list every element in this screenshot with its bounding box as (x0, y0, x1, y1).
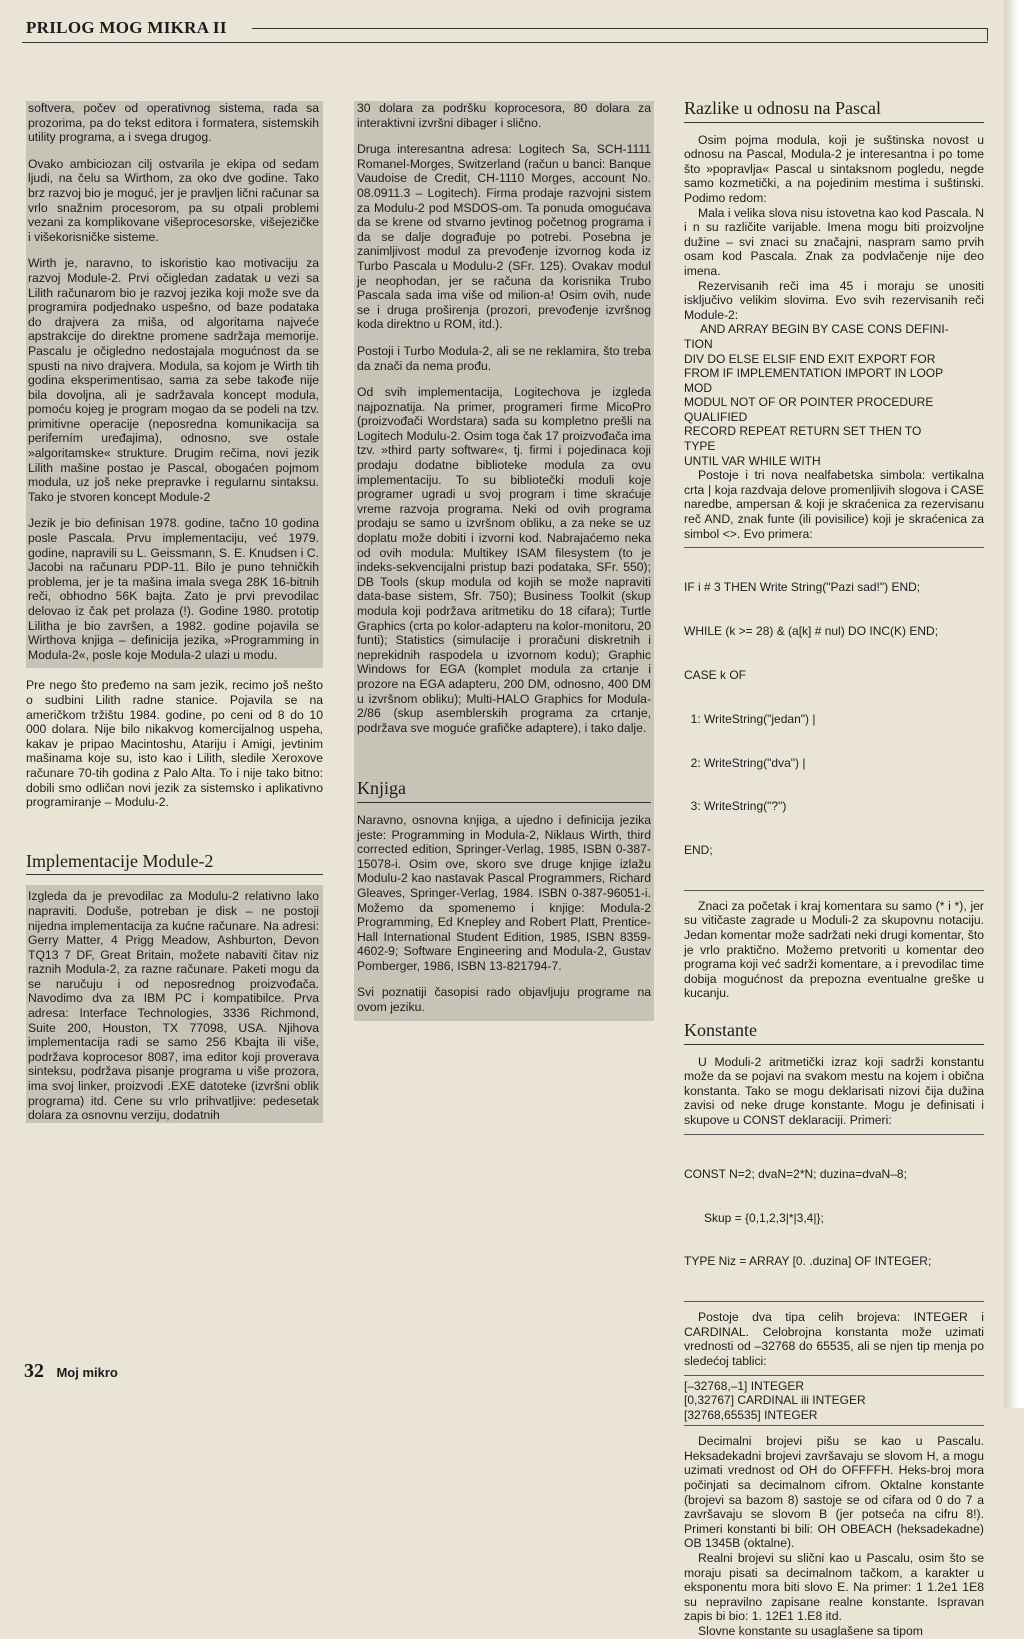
code-line: 2: WriteString("dva") | (684, 755, 806, 770)
column-1 (26, 101, 323, 1123)
paragraph: Naravno, osnovna knjiga, a ujedno i definicija jezika jeste: Programming in Modula-2, Niklaus Wirth, third corrected edition, Springer-Verlag, 1985, ISBN 0-387-15078-i. Osim ove, skoro sve druge knjige izlažu Modulu-2 kao nastavak Pascal Programmers, Richard Gleaves, Springer-Verlag, 1984. ISBN 0-387-96051-i. Možemo da spomenemo i knjige: Modula-2 Programming, Ed Knepley and Robert Platt, Prentice-Hall International Student Edition, 1985, ISBN 8359-4602-9; Software Engineering and Modula-2, Gustav Pomberger, 1986, ISBN 13-821794-7. (357, 812, 651, 973)
code-line: TION (684, 336, 713, 351)
code-line: TYPE Niz = ARRAY [0. .duzina] OF INTEGER; (684, 1254, 932, 1269)
code-line: CONST N=2; dvaN=2*N; duzina=dvaN–8; (684, 1166, 907, 1181)
paragraph: Postoji i Turbo Modula-2, ali se ne reklamira, što treba da znači da nema prođu. (357, 343, 651, 373)
code-line: 1: WriteString("jedan") | (684, 711, 816, 726)
paragraph: Izgleda da je prevodilac za Modulu-2 relativno lako napraviti. Doduše, potreban je disk – ne postoji nijedna implementacija za kućne računare. Na adresi: Gerry Matter, 4 Prigg Meadow, Ashburton, Devon TQ13 7 DF, Great Britain, možete nabaviti čitav niz raznih Modula-2, za razne računare. Paketi mogu da se naručuju i od neposrednog proizvođača. Navodimo dva za IBM PC i kompatibilce. Prva adresa: Interface Technologies, 3336 Richmond, Suite 200, Houston, TX 77098, USA. Njihova implementacija radi se samo 256 Kbajta ili više, podržava koprocesor 8087, ima editor koji proverava sinteksu, podržava pisanje programa u više prozora, ima svoj linker, proizvodi .EXE datoteke (izvršni oblik programa) itd. Cene su vrlo prihvatljive: pedesetak dolara za osnovnu verziju, dodatnih (28, 889, 319, 1123)
code-line: Skup = {0,1,2,3|*|3,4|}; (684, 1210, 824, 1225)
section-title: Konstante (684, 1023, 984, 1045)
code-line: QUALIFIED (684, 409, 748, 424)
paragraph: Mala i velika slova nisu istovetna kao kod Pascala. N i n su različite varijable. Imena mogu biti proizvoljne dužine – svi znaci su značajni, naspram samo prvih osam kod Pascala. Znak za podvlačenje nije deo imena. (684, 205, 984, 278)
code-line: IF i # 3 THEN Write String("Pazi sad!") END; (684, 580, 921, 595)
code-line: END; (684, 843, 713, 858)
section-title: Implementacije Module-2 (26, 854, 323, 876)
paragraph: 30 dolara za podršku koprocesora, 80 dolara za interaktivni izvršni dibager i slično. (357, 101, 651, 130)
shaded-block (26, 885, 323, 1123)
page-spine-shadow (1004, 0, 1024, 1408)
page-header-title: PRILOG MOG MIKRA II (26, 18, 227, 37)
code-line: MOD (684, 380, 712, 395)
paragraph: Od svih implementacija, Logitechova je izgleda najpoznatija. Na primer, programeri firme MicoPro (proizvođači Wordstara) sada su kompletno prešli na Logitech Modulu-2. Osim toga čak 17 proizvođača ima tzv. »third party software«, tj. firmi i pojedinaca koji prodaju dodatne biblioteke modula za ovu implementaciju. To su bibliotečki moduli koje programer ugradi u svoj program i time skraćuje vreme razvoja programa. Neki od ovih programa prodaju se samo u izvršnom obliku, a za neke se uz doplatu može dobiti i izvorni kod. Nabrajaćemo neka od ovih modula: Multikey ISAM filesystem (to je indeks-sekvencijalni pristup bazi podataka, SFr. 550); DB Tools (skup modula od kojih se može napraviti data-base sistem, Sfr. 750); Business Toolkit (skup modula koji podržava aritmetiku do 18 cifara); Turtle Graphics (crta po kolor-adapteru na kolor-monitoru, 20 funti); Statistics (simulacije i proračuni diskretnih i neprekidnih raspodela u izvornom kodu); Graphic Windows for EGA (komplet modula za crtanje i prozore na EGA adapteru, 200 DM, odnosno, 400 DM u izvršnom obliku); Multi-HALO Graphics for Modula-2/86 (skup asemblerskih programa za crtanje, podržava sve moguće grafičke adaptere), i tako dalje. (357, 385, 652, 735)
code-line: FROM IF IMPLEMENTATION IMPORT IN LOOP (684, 366, 944, 381)
paragraph: Jezik je bio definisan 1978. godine, tačno 10 godina posle Pascala. Prvu implementaciju, već 1979. godine, napravili su L. Geissmann, S. E. Knudsen i C. Jacobi na računaru PDP-11. Bilo je puno tehničkih problema, jer je ta mašina imala svega 28K 16-bitnih reči, obhodno 56K bajta. Zato je prvi prevodilac delovao iz čak pet prolaza (!). Godine 1980. prototip Lilitha je bio završen, a 1982. godine pojavila se Wirthova knjiga – definicija jezika, »Programming in Modula-2«, posle koje Modula-2 ulazi u modu. (28, 516, 319, 662)
code-line: 3: WriteString("?") (684, 799, 787, 814)
paragraph: softvera, počev od operativnog sistema, rada sa prozorima, pa do tekst editora i formatera, sistemskih utility programa, a i svega drugog. (28, 101, 319, 145)
types-table (684, 1375, 984, 1427)
paragraph: Realni brojevi su slični kao u Pascalu, osim što se moraju pisati sa decimalnom tačkom, a karakter u eksponentu mora biti slovo E. Na primer: 1 1.2e1 1E8 su nepravilno zapisane realne konstante. Ispravan zapis bi bio: 1. 12E1 1.E8 itd. (684, 1551, 984, 1624)
paragraph: Postoje i tri nova nealfabetska simbola: vertikalna crta | koja razdvaja delove promenljivih slogova i CASE naredbe, ampersan & koji je skraćenica za rezervisanu reč AND, znak funte (ili povisilice) koji je skraćenica za simbol <>. Evo primera: (684, 468, 984, 541)
shaded-block (354, 101, 654, 773)
reserved-words-list (684, 322, 984, 468)
paragraph: Wirth je, naravno, to iskoristio kao motivaciju za razvoj Module-2. Prvi očigledan zadatak u vezi sa Lilith računarom bio je razvoj jezika koji može sve da programira podjednako uspešno, od baze podataka do drajvera za miša, od algoritama najveće apstrakcije do direktne promene sadržaja memorije. Pascalu je očigledno nedostajala mogućnost da se spusti na nivo drajvera. Modula, sa kojom je Wirth tih godina eksperimentisao, sama za sebe takođe nije bila dovoljna, ali je sadržavala koncept modula, pomoću kojeg je program mogao da se podeli na tzv. primitivne operacije (neposredna komunikacija sa periferním uređajima), odnosno, sve ostale »algoritamske« strukture. Drugim rečima, novi jezik Lilith mašine postao je Pascal, obogaćen pojmom modula, uz još neke prepravke i regularnu sintaksu. Tako je stvoren koncept Module-2 (28, 256, 319, 504)
section-title: Knjiga (357, 773, 651, 803)
paragraph: Svi poznatiji časopisi rado objavljuju programe na ovom jeziku. (357, 985, 651, 1015)
code-example (684, 547, 984, 891)
page-number: 32 (24, 1360, 44, 1382)
table-row: [32768,65535] INTEGER (684, 1407, 818, 1422)
code-line: DIV DO ELSE ELSIF END EXIT EXPORT FOR (684, 351, 936, 366)
code-line: CASE k OF (684, 667, 747, 682)
table-row: [–32768,–1] INTEGER (684, 1378, 805, 1393)
paragraph: Postoje dva tipa celih brojeva: INTEGER i CARDINAL. Celobrojna konstanta može uzimati vrednosti od –32768 do 65535, ali se njen tip menja po sledećoj tablici: (684, 1310, 984, 1368)
magazine-name: Moj mikro (56, 1365, 118, 1380)
code-line: TYPE (684, 439, 716, 454)
table-row: [0,32767] CARDINAL ili INTEGER (684, 1393, 866, 1408)
code-line: UNTIL VAR WHILE WITH (684, 453, 821, 468)
paragraph: Ovako ambiciozan cilj ostvarila je ekipa od sedam ljudi, na čelu sa Wirthom, za oko dve godine. Tako brz razvoj bio je moguć, jer je pravljen lični računar sa vrlo snažnim procesorom, pa su otpali problemi vezani za komplikovane višeprocesorske, višejezičke i višekorisničke sisteme. (28, 156, 319, 244)
shaded-block (26, 101, 323, 668)
code-line: AND ARRAY BEGIN BY CASE CONS DEFINI- (700, 322, 949, 337)
page-footer (24, 1360, 118, 1386)
shaded-block (354, 773, 654, 1020)
paragraph: Decimalni brojevi pišu se kao u Pascalu. Heksadekadni brojevi završavaju se slovom H, a mogu uzimati vrednost od OH do OFFFFH. Heks-broj mora počinjati sa decimalnom cifrom. Oktalne konstante (brojevi sa bazom 8) sastoje se od cifara od 0 do 7 a završavaju se slovom B (jer potseća na cifru 8!). Primeri konstanti bi bili: OH OBEACH (heksadekadne) OB 1345B (oktalne). (684, 1434, 984, 1551)
code-line: WHILE (k >= 28) & (a[k] # nul) DO INC(K) END; (684, 624, 939, 639)
code-line: MODUL NOT OF OR POINTER PROCEDURE (684, 395, 934, 410)
section-title: Razlike u odnosu na Pascal (684, 101, 984, 123)
code-example (684, 1134, 984, 1303)
header-rule (252, 28, 988, 41)
paragraph: Osim pojma modula, koji je suštinska novost u odnosu na Pascal, Modula-2 je interesantna i po tome što »popravlja« Pascal u sintaksnom pogledu, negde samo kozmetički, a na pojedinim mestima i suštinski. Podimo redom: (684, 132, 984, 205)
paragraph: Slovne konstante su usaglašene sa tipom (698, 1624, 923, 1638)
column-2 (354, 101, 654, 1021)
paragraph: Pre nego što pređemo na sam jezik, recimo još nešto o sudbini Lilith radne stanice. Pojavila se na američkom tržištu 1984. godine, po ceni od 8 do 10 000 dolara. Nije bilo nikakvog komercijalnog uspeha, kakav je pripao Macintoshu, Atariju i Amigi, jevtinim mašinama koje su, isto kao i Lilith, sledile Xeroxove računare 70-tih godina z Palo Alta. To i nije tako bitno: dobili smo odličan novi jezik za sistemsko i aplikativno programiranje – Modulu-2. (26, 678, 323, 810)
paragraph: Druga interesantna adresa: Logitech Sa, SCH-1111 Romanel-Morges, Switzerland (račun u banci: Banque Vaudoise de Credit, CH-1110 Morges, account No. 08.0911.3 – Logitech). Firma prodaje razvojni sistem za Modulu-2 pod MSDOS-om. Ta ponuda omogućava da se krene od stvarno jevtinog početnog programa i da se dalje dograđuje po potrebi. Posebna je zanimljivost modul za prevođenje izvornog koda iz Turbo Pascala u Modulu-2 (SFr. 125). Ovakav modul je neophodan, jer se računa da korisnika Trubo Pascala sada ima više od milion-a! Osim ovih, nude se i druga proširenja (prozori, prevođenje izvršnog koda direktno u ROM, itd.). (357, 142, 651, 332)
code-line: RECORD REPEAT RETURN SET THEN TO (684, 424, 922, 439)
header-baseline (22, 42, 988, 43)
paragraph: Znaci za početak i kraj komentara su samo (* i *), jer su vitičaste zagrade u Moduli-2 za skupovnu notaciju. Jedan komentar može sadržati neki drugi komentar, što je vrlo praktično. Možemo pretvoriti u komentar deo programa koji već sadrži komentare, a i prevodilac time dobija mogućnost da prepozna eventualne greške u kucanju. (684, 898, 984, 1001)
paragraph: U Moduli-2 aritmetički izraz koji sadrži konstantu može da se pojavi na svakom mestu na kojem i obična konstanta. Tako se mogu deklarisati nizovi čija dužina zavisi od neke druge konstante. Mogu je definisati i skupove u CONST deklaraciji. Primeri: (684, 1054, 984, 1127)
page-header (22, 14, 988, 42)
paragraph: Rezervisanih reči ima 45 i moraju se unositi isključivo velikim slovima. Evo svih rezervisanih reči Module-2: (684, 278, 984, 322)
